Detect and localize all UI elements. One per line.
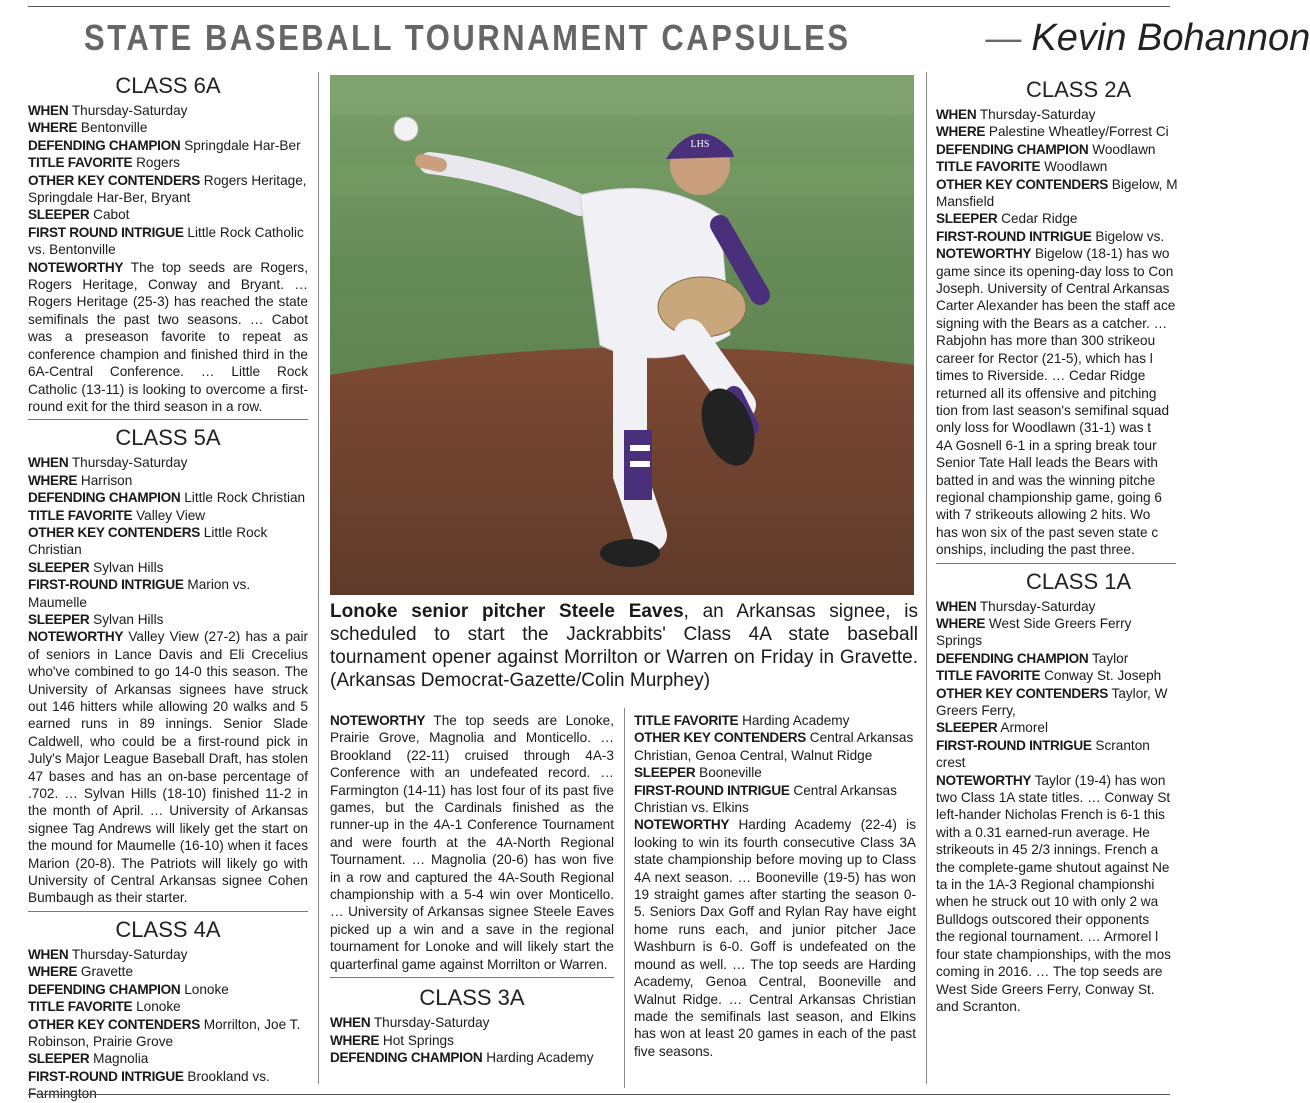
headline [84,16,1310,60]
class-4a-noteworthy [330,712,614,973]
item-label: WHEN [330,1015,371,1031]
item-text: Thursday-Saturday [71,946,188,962]
class-5a-items [28,454,308,907]
middle-column-2 [634,712,916,1060]
item-text: Bulldogs outscored their opponents [936,911,1150,927]
item-text: only loss for Woodlawn (31-1) was t [936,420,1152,436]
class-5a-noteworthy [28,628,308,907]
class1a-line [936,667,1176,684]
item-text: with 7 strikeouts allowing 2 hits. Wo [936,507,1151,523]
class1a-line [936,598,1176,615]
item-label: WHERE [28,472,78,488]
class-4a-item [28,1016,308,1051]
item-text: Thursday-Saturday [373,1015,490,1031]
item-label: TITLE FAVORITE [936,159,1041,175]
item-text: Bentonville [80,120,148,136]
item-text: Carter Alexander has been the staff ace [936,298,1176,314]
class2a-line [936,297,1176,314]
item-text: Little Rock Catholic vs. Bentonville [28,224,304,258]
item-text: Little Rock Christian [184,490,306,506]
item-text: times to Riverside. … Cedar Ridge [936,368,1146,384]
class1a-line [936,824,1176,841]
item-text: career for Rector (21-5), which has l [936,350,1153,366]
section-divider [330,977,614,978]
class2a-line [936,367,1176,384]
class2a-line [936,106,1176,123]
item-label: WHERE [936,124,986,140]
class1a-line [936,998,1176,1015]
class-5a-item [28,559,308,576]
class1a-line [936,928,1176,945]
class-3a-item [634,764,916,781]
item-text: Joseph. University of Central Arkansas [936,281,1170,297]
item-text: Harrison [80,472,133,488]
item-text: with a 0.31 earned-run average. He [936,824,1150,840]
pitcher-photo [330,75,914,595]
class2a-line [936,402,1176,419]
item-text: Rogers Heritage, Springdale Har-Ber, Bryant [28,172,307,206]
class-2a-lines [936,106,1176,559]
class2a-line [936,454,1176,471]
item-label: DEFENDING CHAMPION [28,137,181,153]
middle-column-1 [330,712,614,1066]
item-text: Scranton [1095,737,1150,753]
class-4a-item [28,1068,308,1103]
item-text: Thursday-Saturday [71,103,188,118]
item-label: DEFENDING CHAMPION [330,1049,483,1065]
item-text: 4A Gosnell 6-1 in a spring break tour [936,437,1157,453]
class1a-line [936,859,1176,876]
item-text: Cedar Ridge [1001,211,1078,227]
class2a-line [936,524,1176,541]
item-text: Springs [936,633,983,649]
item-text: two Class 1A state titles. … Conway St [936,790,1171,806]
item-text: Harding Academy [742,713,850,728]
class1a-line [936,685,1176,702]
class-6a-item [28,102,308,119]
top-rule [28,6,1170,7]
class-6a-item [28,206,308,223]
item-label: WHERE [28,120,78,136]
class1a-line [936,911,1176,928]
item-text: regional championship game, going 6 [936,489,1162,505]
class-3a-item [634,712,916,729]
item-label: TITLE FAVORITE [28,155,133,171]
class-5a-item [28,472,308,489]
class-4a-item [28,963,308,980]
column-divider [926,72,927,1084]
item-text: Lonoke [136,999,181,1015]
class1a-line [936,789,1176,806]
class1a-line [936,893,1176,910]
class-4a-item [28,998,308,1015]
item-text: Bigelow (18-1) has wo [1034,246,1170,262]
item-label: NOTEWORTHY [936,246,1032,262]
class2a-line [936,176,1176,193]
class2a-line [936,437,1176,454]
class1a-line [936,737,1176,754]
item-text: Taylor [1091,650,1129,666]
class1a-line [936,754,1176,771]
section-divider [28,911,308,912]
class1a-line [936,772,1176,789]
item-text: Hot Springs [382,1032,454,1048]
class-5a-item [28,576,308,611]
item-text: coming in 2016. … The top seeds are [936,964,1163,980]
item-label: FIRST-ROUND INTRIGUE [936,228,1092,244]
item-text: Harding Academy [486,1049,594,1065]
item-text: batted in and was the winning pitche [936,472,1156,488]
item-text: tion from last season's semifinal squad [936,402,1170,418]
class-4a-item [28,946,308,963]
class2a-line [936,263,1176,280]
class-5a-heading: CLASS 5A [115,425,221,451]
item-text: Lonoke [184,981,229,997]
item-text: Thursday-Saturday [71,455,188,471]
item-text: Brookland vs. Farmington [28,1068,270,1102]
headline-title: STATE BASEBALL TOURNAMENT CAPSULES [84,17,851,58]
item-text: Booneville [699,765,762,781]
class1a-line [936,946,1176,963]
class2a-line [936,141,1176,158]
class-6a-items [28,102,308,415]
item-text: Springdale Har-Ber [184,137,301,153]
class2a-line [936,472,1176,489]
class-6a-item [28,224,308,259]
item-label: NOTEWORTHY [330,713,426,728]
class1a-line [936,841,1176,858]
class-5a-item [28,611,308,628]
item-text: The top seeds are Lonoke, Prairie Grove, Magnolia and Monticello. … Brookland (22-11) cruised through 4A-3 Conference with an undefeated record. … Farmington (14-11) has lost four of its past five games, but the Cardinals finished as the runner-up in the 4A-1 Conference Tournament and were fourth at the 4A-North Regional Tournament. … Magnolia (20-6) has won five in a row and captured the 4A-South Regional championship with a 5-4 win over Monticello. … University of Arkansas signee Steele Eaves picked up a win and a save in the regional tournament for Lonoke and will likely start the quarterfinal game against Morrilton or Warren. [330,713,614,972]
item-text: when he struck out 10 with only 2 wa [936,894,1159,910]
item-text: Palestine Wheatley/Forrest Ci [988,124,1169,140]
item-label: WHEN [28,946,69,962]
headline-dash: — [985,17,1022,58]
item-label: WHEN [936,107,977,122]
item-text: Harding Academy (22-4) is looking to win its fourth consecutive Class 3A state championship before moving up to Class 4A next season. … Booneville (19-5) has won 19 straight games after starting the season 0-5. Seniors Dax Goff and Rylan Ray have eight home runs each, and junior pitcher Jace Washburn is 6-0. Goff is undefeated on the mound as well. … The top seeds are Harding Academy, Genoa Central, Booneville and Walnut Ridge. … Central Arkansas Christian made the semifinals last season, and Elkins has won at least 20 games in each of the past five seasons. [634,817,916,1059]
item-text: has won six of the past seven state c [936,524,1159,540]
item-label: SLEEPER [936,720,998,736]
item-label: NOTEWORTHY [936,772,1032,788]
item-text: Greers Ferry, [936,703,1016,718]
class2a-line [936,332,1176,349]
item-text: Thursday-Saturday [979,598,1096,614]
item-text: Little Rock Christian [28,524,268,558]
item-text: crest [936,755,966,771]
caption-text: , an Arkansas signee, is scheduled to start the Jackrabbits' Class 4A state baseball tournament opener against Morrilton or Warren on Friday in Gravette. (Arkansas Democrat-Gazette/Colin Murphey) [330,601,918,691]
item-text: four state championships, with the mos [936,946,1171,962]
item-text: Senior Tate Hall leads the Bears with [936,455,1158,471]
class1a-line [936,963,1176,980]
class-2a-heading: CLASS 2A [1026,77,1132,102]
class2a-line [936,123,1176,140]
item-label: TITLE FAVORITE [936,668,1041,684]
item-text: Gravette [80,964,134,980]
pitcher-illustration [330,75,914,595]
class1a-line [936,876,1176,893]
item-label: FIRST-ROUND INTRIGUE [28,577,184,593]
item-label: WHEN [936,598,977,614]
class2a-line [936,228,1176,245]
cleat [600,539,660,567]
item-label: FIRST-ROUND INTRIGUE [28,1068,184,1084]
item-text: left-hander Nicholas French is 6-1 this [936,807,1165,823]
class-5a-item [28,489,308,506]
class2a-line [936,385,1176,402]
item-text: Central Arkansas Christian vs. Elkins [634,782,897,816]
class2a-line [936,158,1176,175]
item-text: Valley View [136,507,206,523]
class-3a-item [330,1049,614,1066]
item-label: OTHER KEY CONTENDERS [936,685,1108,701]
item-text: Central Arkansas Christian, Genoa Central, Walnut Ridge [634,730,914,763]
item-label: OTHER KEY CONTENDERS [28,524,200,540]
item-label: DEFENDING CHAMPION [28,981,181,997]
class1a-line [936,806,1176,823]
item-text: Sylvan Hills [93,611,164,627]
item-label: OTHER KEY CONTENDERS [28,172,200,188]
item-text: Bigelow vs. [1095,228,1165,244]
class1a-line [936,702,1176,719]
item-label: SLEEPER [28,611,90,627]
class-4a-item [28,1050,308,1067]
item-text: The top seeds are Rogers, Rogers Heritage, Conway and Bryant. … Rogers Heritage (25-3) has reached the state semifinals the past two seasons. … Cabot was a preseason favorite to repeat as conference champion and finished third in the 6A-Central Conference. … Little Rock Catholic (13-11) is looking to overcome a first-round exit for the third season in a row. [28,259,309,414]
column-divider [624,708,625,1088]
item-label: NOTEWORTHY [28,629,124,645]
class2a-line [936,506,1176,523]
class-3a-heading: CLASS 3A [419,985,525,1011]
class-5a-item [28,524,308,559]
right-column [936,72,1176,1015]
class-5a-item [28,507,308,524]
item-label: DEFENDING CHAMPION [936,141,1089,157]
class2a-line [936,193,1176,210]
item-text: Morrilton, Joe T. Robinson, Prairie Grove [28,1016,301,1049]
item-text: onships, including the past three. [936,542,1135,558]
item-text: the complete-game shutout against Ne [936,859,1170,875]
item-label: DEFENDING CHAMPION [936,650,1089,666]
item-label: TITLE FAVORITE [28,507,133,523]
item-label: FIRST ROUND INTRIGUE [28,224,184,240]
item-label: OTHER KEY CONTENDERS [936,176,1108,192]
class-3a-item [634,729,916,764]
class1a-line [936,719,1176,736]
class1a-line [936,632,1176,649]
item-text: Rabjohn has more than 300 strikeou [936,333,1156,349]
class2a-line [936,245,1176,262]
class2a-line [936,280,1176,297]
item-text: Conway St. Joseph [1044,668,1162,684]
item-text: the regional tournament. … Armorel l [936,929,1159,945]
item-text: and Scranton. [936,998,1021,1014]
left-column [28,68,308,1103]
item-text: Woodlawn [1092,141,1156,157]
item-label: FIRST-ROUND INTRIGUE [634,782,790,798]
class2a-line [936,419,1176,436]
item-label: OTHER KEY CONTENDERS [28,1016,200,1032]
class2a-line [936,210,1176,227]
class-6a-item [28,119,308,136]
item-label: SLEEPER [936,211,998,227]
item-text: returned all its offensive and pitching [936,385,1157,401]
item-text: Taylor (19-4) has won [1034,772,1166,788]
item-label: TITLE FAVORITE [28,999,133,1015]
item-label: SLEEPER [28,207,90,223]
item-label: WHEN [28,103,69,118]
class-3a-noteworthy [634,816,916,1060]
item-text: Sylvan Hills [93,559,164,575]
class-6a-item [28,154,308,171]
class1a-line [936,981,1176,998]
item-label: SLEEPER [634,765,696,781]
headline-author: Kevin Bohannon [1031,17,1310,59]
class2a-line [936,541,1176,558]
item-text: West Side Greers Ferry [988,615,1132,631]
item-text: Mansfield [936,194,995,210]
item-label: WHERE [936,615,986,631]
item-label: SLEEPER [28,1051,90,1067]
item-text: Taylor, W [1111,685,1168,701]
item-label: OTHER KEY CONTENDERS [634,730,806,746]
bottom-rule [28,1094,1170,1095]
item-label: NOTEWORTHY [28,259,124,275]
baseball [394,117,418,141]
caption-bold: Lonoke senior pitcher Steele Eaves [330,601,684,622]
item-text: Rogers [136,155,180,171]
section-divider [936,563,1176,564]
item-text: Magnolia [93,1051,149,1067]
photo-caption [330,600,918,692]
item-text: game since its opening-day loss to Con [936,263,1174,279]
item-text: Armorel [1000,720,1048,736]
item-label: FIRST-ROUND INTRIGUE [936,737,1092,753]
class-1a-heading: CLASS 1A [1026,568,1132,594]
class-5a-item [28,454,308,471]
class-4a-items [28,946,308,1103]
item-label: WHERE [330,1032,380,1048]
item-text: Bigelow, M [1111,176,1178,192]
class2a-line [936,350,1176,367]
item-label: SLEEPER [28,559,90,575]
item-label: TITLE FAVORITE [634,713,739,728]
cap-letters: LHS [690,139,710,150]
item-label: NOTEWORTHY [634,817,730,833]
class-1a-lines [936,598,1176,1016]
item-text: West Side Greers Ferry, Conway St. [936,981,1155,997]
item-text: signing with the Bears as a catcher. … [936,315,1168,331]
item-label: DEFENDING CHAMPION [28,490,181,506]
class1a-line [936,615,1176,632]
class-3a-item [330,1014,614,1031]
class2a-line [936,489,1176,506]
item-text: ta in the 1A-3 Regional championshi [936,877,1155,893]
class-3a-item [330,1032,614,1049]
item-text: Woodlawn [1044,159,1108,175]
class-4a-heading: CLASS 4A [115,916,221,942]
class-3a-item [634,782,916,817]
item-text: strikeouts in 45 2/3 innings. French a [936,842,1159,858]
section-divider [28,419,308,420]
column-divider [318,72,319,1084]
item-label: WHEN [28,455,69,471]
class1a-line [936,650,1176,667]
item-text: Thursday-Saturday [979,107,1096,122]
class-6a-item [28,172,308,207]
class2a-line [936,315,1176,332]
item-text: Cabot [93,207,130,223]
class-6a-heading: CLASS 6A [115,73,221,98]
item-label: WHERE [28,964,78,980]
class-6a-item [28,137,308,154]
class-4a-item [28,981,308,998]
item-text: Marion vs. Maumelle [28,577,251,610]
class-6a-noteworthy [28,259,308,416]
item-text: Valley View (27-2) has a pair of seniors in Lance Davis and Eli Crecelius who've combined to go 14-0 this season. The University of Arkansas signees have struck out 146 hitters while allowing 20 walks and 5 earned runs in 89 innings. Senior Slade Caldwell, who could be a first-round pick in July's Major League Baseball Draft, has stolen 47 bases and has an on-base percentage of .702. … Sylvan Hills (18-10) finished 11-2 in the month of April. … University of Arkansas signee Tag Andrews will likely get the start on the mound for Maumelle (16-10) when it faces Marion (20-8). The Patriots will likely go with University of Central Arkansas signee Cohen Bumbaugh as their starter. [28,629,308,906]
